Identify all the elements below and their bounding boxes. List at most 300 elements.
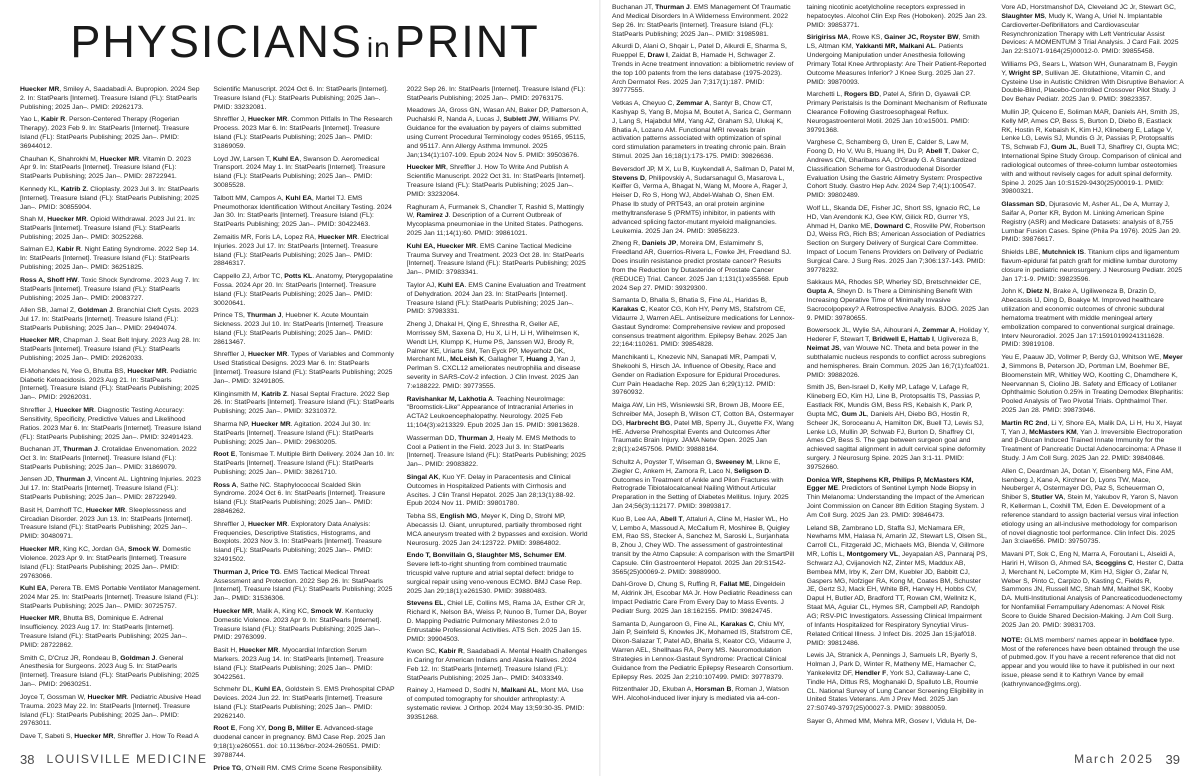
citation [407,204,588,239]
citation-text: , Djurasovic M, Asher AL, De A, Murray J, Saifar A, Porter KR, Bydon M. Linking American Spine Registry (ASR) and Medicare Datasets: analysis of 8,755 Lumbar Fusion Cases. Spine (Phila Pa 1976). 2025 Jan 29. PMID: 39876617. [1001,201,1181,244]
citation [20,507,201,542]
member-name: Huang J [526,356,554,364]
citation-text: . Vitamin D. 2023 Apr 9. In: StatPearls [Internet]. Treasure Island (FL): StatPearls Publishing; 2025 Jan–. PMID: 28722941. [20,155,192,181]
citation-text: , Patel MB, Sperry JL, Guyette FX, Wang HE. Adverse Prehospital Events and Outcomes After Traumatic Brain Injury. JAMA Netw Open. 2025 Jan 2;8(1):e2457506. PMID: 39888164. [612,419,794,454]
citation-text: Mavani PT, Sok C, Eng N, Marra A, Foroutani L, Alseidi A, Hariri H, Wilson G, Ahmed SA, [1001,551,1176,567]
member-name: Karakas C [720,620,754,628]
citation-text: , Fong XY, [235,725,269,733]
citation [612,516,795,578]
citation-text: Klinginsmith M, [213,390,262,398]
member-name: Thurman J, Price TG [213,568,280,576]
member-name: Malkani AL [501,687,537,695]
citation-text: Sakkaus MA, Rhodes SP, Wherley SD, Bretschneider CE, [806,279,982,287]
citation-text: , Patel A, Sfirin D, Gyawali CP. Primary Peristalsis Is the Dominant Mechanism of Refluxate Clearance Following Gastroesophageal Reflux. Neurogastroenterol Motil. 2025 Jan 10:e15001. PMID: 39791368. [806,91,988,134]
citation [407,396,588,431]
citation-text: Scientific Manuscript. 2024 Oct 6. In: StatPearls [Internet]. Treasure Island (FL): StatPearls Publishing; 2025 Jan–. PMID: 33232081. [213,86,388,111]
citation-text: Tebha SS, [406,513,440,521]
citation-text: . Crotalidae Envenomation. 2022 Oct 3. In: StatPearls [Internet]. Treasure Island (FL): StatPearls Publishing; 2025 Jan–. PMID: 31869079. [20,446,197,471]
citation-text: , Meyer K, Ding D, Strohl MP, Abecassis IJ. Giant, unruptured, partially thrombosed right MCA aneurysm treated with 2 bypasses and excision. World Neurosurg. 2025 Jan 24:123722. PMID: 39864802. [406,513,588,547]
member-name: Kuhl EA [285,194,312,202]
citation-text: , Chiu MY, Jain P, Seinfeld S, Knowles JK, Mohamed IS, Stafstrom CE, Dixon-Salazar T, Patel AD, Bhalla S, Keator CG, Vidaurre J, Warren AEL, Shellhaas RA, Perry MS. Neuromodulation Strategies in Lennox-Gastaut Syndrome: Practical Clinical Guidance from the Pediatric Epilepsy Research Consortium. Epilepsy Res. 2025 Jan 2;210:107499. PMID: 39778379. [612,620,794,681]
citation-text: , Roman J, Watson WH. Alcohol-induced liver injury is mediated via a4-con- [612,686,789,703]
citation-text: Kuo B, Lee AA, [612,515,660,523]
member-name: Huecker MR [74,732,114,740]
citation-text: . Common Pitfalls In The Research Process. 2023 Mar 6. In: StatPearls [Internet]. Treasure Island (FL): StatPearls Publishing; 2025 Jan–. PMID: 31869059. [213,116,393,150]
member-name: Goldman J [120,654,156,662]
member-name: Thurman J [63,446,98,454]
citation [213,725,394,760]
member-name: Montgomery VL [846,551,899,559]
citation [213,765,394,774]
member-name: Scoggins C [1095,559,1133,567]
citation-text: , Rowe KS, [848,34,885,42]
citation-text: , Kuo YF. Delay in Paracentesis and Clinical Outcomes in Hospitalized Patients with Cirrhosis and Ascites. J Clin Transl Hepatol. 2025 Jan 28;13(1):88-92. Epub 2024 Nov 11. PMID: 39801780. [406,473,576,508]
member-name: Zemmar A [676,100,710,108]
member-name: Kuhl EA, Huecker MR [406,242,477,250]
citation-text: . Exploratory Data Analysis: Frequencies, Descriptive Statistics, Histograms, and Boxplots. 2023 Nov 3. In: StatPearls [Internet]. Treasure Island (FL): StatPearls Publishing; 2025 Jan–. PMID: 32491502. [213,520,382,564]
member-name: Huecker MR [127,367,167,375]
citation [1001,468,1184,548]
title-main: PHYSICIANS [70,16,363,67]
citation-text: . Clioplasty. 2023 Jul 3. In: StatPearls [Internet]. Treasure Island (FL): StatPearls Publishing; 2025 Jan–. PMID: 30855904. [20,185,200,211]
citation [20,476,201,503]
member-name: Harbrecht BG [625,419,671,427]
citation-text: . General Anesthesia for Surgeons. 2023 Aug 5. In: StatPearls [Internet]. Treasure Island (FL): StatPearls Publishing; 2025 Jan–. PMID: 29630251. [20,654,200,689]
member-name: Stevens D [612,174,645,182]
citation [1001,4,1184,57]
citation-text: Chauhan K, Shahrokhi M, [20,155,100,163]
citation [20,546,201,581]
citation-text: . Teaching NeuroImage: "Broomstick-Like" Appearance of Intracranial Arteries in ACTA2 Leukoencephalopathy. Neurology. 2025 Feb 11;104(3):e213329. Epub 2025 Jan 15. PMID: 39813628. [406,395,580,430]
citation [807,477,990,521]
citation [20,186,201,213]
citation [807,91,990,135]
member-name: Huecker MR [99,155,140,163]
citation-text: . Domestic Violence. 2023 Apr 9. In: StatPearls [Internet]. Treasure Island (FL): StatPearls Publishing; 2025 Jan–. PMID: 29763066. [20,545,191,580]
citation [1001,288,1184,350]
citation-text: , Chapman J. Seat Belt Injury. 2023 Aug 28. In: StatPearls [Internet]. Treasure Island (FL): StatPearls Publishing; 2025 Jan–. PMID: 29262033. [20,337,201,363]
citation-text: . Electrical Injuries. 2023 Jul 17. In: StatPearls [Internet]. Treasure Island (FL): StatPearls Publishing; 2025 Jan–. PMID: 28846317. [213,233,389,268]
citation [407,474,588,509]
member-name: Dietz N [1026,288,1050,296]
member-name: Thurman J [458,434,493,442]
citation-text: , Healy M. EMS Methods to Cool a Patient in the Field. 2023 Jul 3. In: StatPearls [Internet]. Treasure Island (FL): StatPearls Publishing; 2025 Jan–. PMID: 29083822. [406,434,586,469]
citation [20,694,201,729]
citation [213,482,394,517]
member-name: Katrib Z [261,390,287,398]
citation-text: . Myocardial Infarction Serum Markers. 2023 Aug 14. In: StatPearls [Internet]. Treasure Island (FL): StatPearls Publishing; 2025 Jan–. PMID: 30422561. [213,647,384,681]
citation [213,421,394,448]
member-name: Gum JL [841,410,867,418]
citation-text: . Predictors of Sentinel Lymph Node Biopsy in Thin Melanoma: Understanding the Impact of the American Joint Commission on Cancer 8th Edition Staging System. J Am Coll Surg. 2025 Jan 23. PMID: 39846473. [806,485,985,519]
citation [612,297,795,350]
member-name: Kuhl EA [272,155,300,163]
citation-text: Allen C, Deardman JA, Dotan Y, Eisenberg MA, Fine AM, Isenberg J, Kane A, Kirchner D, Lyons TW, Mace, Neuberger A, Ostermayer DG, Paz S, Scheuerman O, Shiber S, [1001,467,1173,502]
citation-text: Lewis JA, Stranick A, Pennings J, Samuels LR, Byerly S, Holman J, Park D, Winter R, Matheny ME, Hamacher C, Yankelevitz DF, [806,652,978,677]
member-name: Stutler VA [1031,494,1064,502]
citation-text: Meadows JA, Gross GN, Wasan AN, Baker DP, Patterson A, Puchalski R, Nanda A, Lucas J, [406,107,588,124]
citation-text: John K, [1001,288,1027,296]
citation-text: Shah M, [20,216,48,224]
citation [407,243,588,278]
citation-text: , Daniels AH, Diebo BG, Hostin R, Scheer JK, Soroceanu A, Hamilton DK, Buell TJ, Lewis SJ, Lenke LG, Mullin JP, Schwab FJ, Burton D, Shaffrey CI, Ames CP, Bess S. The gap between surgeon goal and achieved sagittal alignment in adult cervical spine deformity surgery. J Neurosurg Spine. 2025 Jan 3:1-11. PMID: 39752660. [806,410,986,471]
article-column [807,4,990,746]
citation-text: Sharma NP, [213,420,252,428]
citation-text: , Keator CG, Koh HY, Perry MS, Stafstrom CE, Vidaurre J, Warren AEL. Antiseizure medications for Lennox-Gastaut Syndrome: Comprehensive review and proposed consensus treatment algorithm. Epilepsy Behav. 2025 Jan 22;164:110261. PMID: 39854828. [612,305,795,349]
member-name: Huecker MR [47,216,87,224]
citation [612,686,795,704]
citation-text: , O'Neill RM. CMS Crime Scene Responsibility. [241,764,383,772]
member-name: Kabir R [41,116,66,124]
citation-text: Jensen JD, [20,476,56,484]
citation-text: Shreffler J, [213,520,248,528]
citation-text: Marchetti L, [806,91,845,99]
citation-text: , Swanson D. Aeromedical Transport. 2024 May 1. In: StatPearls [Internet]. Treasure Island (FL): StatPearls Publishing; 2025 Jan–. PMID: 30085528. [213,155,386,190]
citation [612,621,795,683]
citation [20,86,201,113]
citation-text: Shreffler J, [213,351,248,359]
citation [807,384,990,472]
citation-text: Taylor AJ, [406,281,439,289]
citation-text: , Shreffler J. How To Write And Publish A Scientific Manuscript. 2022 Oct 31. In: StatPearls [Internet]. Treasure Island (FL): StatPearls Publishing; 2025 Jan–. PMID: 33232064. [406,164,585,198]
citation-text: . EMS Canine Evaluation and Treatment of Dehydration. 2024 Jan 23. In: StatPearls [Internet]. Treasure Island (FL): StatPearls Publishing; 2025 Jan–. PMID: 37983331. [406,281,586,316]
citation [407,435,588,470]
member-name: Yakkanti MR, Malkani AL [855,43,935,51]
citation [612,402,795,455]
citation [20,156,201,183]
members-note [1001,637,1184,690]
citation-text: . Pediatric Abusive Head Trauma. 2023 May 22. In: StatPearls [Internet]. Treasure Island (FL): StatPearls Publishing; 2025 Jan–. PMID: 29763011. [20,693,201,728]
citation-text: Zemaitis MR, Foris LA, Lopez RA, [213,233,318,241]
citation-text: . Opioid Withdrawal. 2023 Jul 21. In: StatPearls [Internet]. Treasure Island (FL): StatPearls Publishing; 2025 Jan–. PMID: 30252268. [20,216,196,241]
citation-text: Alkurdi D, Alani O, Shqair L, Patel D, Alkurdi E, Sharma S, Rueppel E, [612,43,787,60]
citation-text: . EMS Canine Tactical Medicine Trauma Survey and Treatment. 2023 Oct 28. In: StatPearls [Internet]. Treasure Island (FL): StatPearls Publishing; 2025 Jan–. PMID: 37983341. [406,242,586,277]
citation [20,655,201,690]
member-name: Potts KL [284,273,313,281]
citation [807,34,990,87]
member-name: Mutchnick IS [1042,249,1085,257]
citation-text: , Mont MA. Use of computed tomography for shoulder arthroplasty: A systematic review. J Orthop. 2024 May 13;59:30-35. PMID: 39351268. [406,687,585,721]
citation [612,354,795,398]
citation [807,652,990,714]
citation-text: Samanta D, Bhalla S, Bhatia S, Fine AL, Haridas B, [612,297,767,305]
member-name: Meyer J [1001,354,1183,370]
citation-text: , Malik A, King KC, [252,607,311,615]
citation-text: , Goldstein S. EMS Prehospital CPAP Devices. 2024 Jun 22. In: StatPearls [Internet]. Treasure Island (FL): StatPearls Publishing; 2025 Jan–. PMID: 29262140. [213,686,395,720]
citation-text: , Buell TJ, Shaffrey CI, Gupta MC; International Spine Study Group. Comparison of clinical and radiological outcomes of three-column lumbar osteotomies with and without revisely cages for adult spinal deformity. Spine J. 2025 Jan 10:S1529-9430(25)00019-1. PMID: 39800321. [1001,144,1182,196]
article-column [407,86,588,742]
member-name: Gainer JC, Royster BW [884,34,959,42]
citation-text: Buchanan JT, [612,4,656,11]
member-name: Huecker MR [239,647,279,655]
member-name: NOTE: [1001,636,1023,644]
citation-text: , Daker C, Andrews CN, Gharibans AA, O'Grady G. A Standardized Classification Scheme for Gastroduodenal Disorder Evaluation Using the Gastric Alimetry System: Prospective Cohort Study. Gastro Hep Adv. 2024 Sep 7;4(1):100547. PMID: 39802489. [806,148,983,200]
citation-text: , Gallagher T, [484,356,527,364]
citation-text: . Sleeplessness and Circadian Disorder. 2023 Jun 13. In: StatPearls [Internet]. Treasure Island (FL): StatPearls Publishing; 2025 Jan–. PMID: 30480971. [20,506,193,541]
citation [20,277,201,304]
citation-text: Loyd JW, Larsen T, [213,155,273,163]
citation-text: . Night Eating Syndrome. 2022 Sep 14. In: StatPearls [Internet]. Treasure Island (FL): StatPearls Publishing; 2025 Jan–. PMID: 36251825. [20,246,199,272]
member-name: Gum JL [1051,144,1077,152]
citation-text: . Diagnostic Testing Accuracy: Sensitivity, Specificity, Predictive Values and Likelihood Ratios. 2023 Mar 6. In: StatPearls [Internet]. Treasure Island (FL): StatPearls Publishing; 2025 Jan–. PMID: 32491423. [20,406,202,441]
citation [213,312,394,347]
member-name: Huecker MR [251,420,291,428]
citation-text: Varghese C, Schamberg G, Uren E, Calder S, Law M, Foong D, Ho V, Wu B, Huang IH, Du P, [806,139,969,156]
citation-text: Schultz A, Poyster T, Wiseman G, [612,458,716,466]
citation [1001,551,1184,631]
citation-text: El-Mohandes N, Yee G, Bhutta BS, [20,367,128,375]
member-name: Root E [213,451,236,459]
article-column [1001,4,1184,746]
citation-text: , Mudy K, Wang A, Uriel N. Implantable Cardioverter-Defibrillators and Cardiovascular Resynchronization Therapy with Left Ventricular Assist Devices: A MOMENTUM 3 Trial Analysis. J Card Fail. 2025 Jan 22:S1071-9164(25)00012-0. PMID: 39855458. [1001,12,1179,56]
citation-text: Zheng J, Dhakal H, Qing E, Shrestha R, Geller AE, Morrissey SM, Saxena D, Hu X, Li H, Li H, Wilhelmsen K, Wendt LH, Klumpp K, Hume PS, Janssen WJ, Brody R, Palmer KE, Uriarte SM, Ten Eyck PP, Meyerholz DK, Merchant ML, [406,321,580,364]
citation-text: , Likne E, Ziegler C, Ankem H, Zamora R, Laco N, [612,458,781,475]
citation [20,337,201,364]
citation [407,282,588,317]
member-name: Kuhl EA [20,585,47,593]
citation-text: Yao L, [20,116,42,124]
member-name: English MG [439,513,478,521]
member-name: Huecker MR [20,615,60,623]
citation-text: , King KC, Jordan GA, [59,545,129,553]
member-name: Ravishankar M, Lakhotia A [406,395,493,403]
member-name: Dong B, Miller E [268,725,321,733]
citation-text: Vetkas A, Cheyuo C, [612,100,677,108]
member-name: Neimat JS [806,345,840,353]
citation [612,4,795,39]
citation-text: . Person-Centered Therapy (Rogerian Therapy). 2023 Feb 9. In: StatPearls [Internet]. Treasure Island (FL): StatPearls Publishing; 2025 Jan–. PMID: 36944012. [20,116,190,150]
citation-text: , Brake A, Ugiliweneza B, Drazin D, Abecassis IJ, Ding D, Boakye M. Improved healthcare utilization and economic outcomes of chronic subdural hematoma treatment with middle meningeal artery embolization compared to conventional surgical drainage. Interv Neuroradiol. 2025 Jan 17:15910199241311628. PMID: 39819108. [1001,288,1175,349]
member-name: Ramirez J [416,212,449,220]
citation-text: . EMS Management Of Traumatic And Medical Disorders In A Wilderness Environment. 2022 Sep 26. In: StatPearls [Internet]. Treasure Island (FL): StatPearls Publishing; 2025 Jan–. PMID: 31985981. [612,4,791,38]
member-name: Draw I [647,52,668,60]
member-name: Huecker MR [213,607,253,615]
member-name: Huecker MR [247,351,288,359]
citation-text: Dahl-Grove D, Chung S, Ruffing R, [612,581,720,589]
member-name: Sirigiriss MA [806,34,849,42]
citation-text: , Sheyn D. Is There a Diminishing Benefit With Increasing Operative Time of Minimally Invasive Sacrocolpopexy? A Retrospective Analysis. BJOG. 2025 Jan 9. PMID: 39780655. [806,288,989,322]
citation-text: . Types of Variables and Commonly Used Statistical Designs. 2023 Mar 6. In: StatPearls [Internet]. Treasure Island (FL): StatPearls Publishing; 2025 Jan–. PMID: 32491805. [213,351,394,385]
member-name: Slaughter MS [1001,12,1045,20]
member-name: Huecker MR [247,520,288,528]
citation-text: Maiga AW, Lin HS, Wisniewski SR, Brown JB, Moore EE, Schreiber MA, Joseph B, Wilson CT, Cotton BA, Ostermayer DG, [612,402,794,427]
member-name: Root E [213,725,236,733]
member-name: Kabir R [56,246,81,254]
member-name: Goldman J [77,307,113,315]
citation-text: Kwon SC, [406,648,439,656]
citation [612,43,795,96]
citation-text: , Bhutta BS, Dominique E. Adrenal Insufficiency. 2023 Aug 17. In: StatPearls [Internet]. Treasure Island (FL): StatPearls Publishing; 2025 Jan–. PMID: 28722862. [20,615,188,649]
citation-text: . Agitation. 2024 Jul 30. In: StatPearls [Internet]. Treasure Island (FL): StatPearls Publishing; 2025 Jan–. PMID: 29630205. [213,420,374,446]
citation [213,686,394,721]
citation [213,116,394,151]
member-name: Huecker MR [406,164,446,172]
citation-columns-right [612,4,1184,746]
citation [20,307,201,334]
citation-text: , Philipovskiy A, Sudarsanagul G, Masarova L, Keiffer G, Verma A, Bhagat N, Wang M, Moore A, Rager J, Heiser D, Ro S, Hong WJ, Abdel-Wahab O, Shen EM. Phase Ib study of PRT543, an oral protein arginine methyltransferase 5 (PRMT5) inhibitor, in patients with advanced splicing factor-mutant myeloid malignancies. Leukemia. 2025 Jan 24. PMID: 39856223. [612,174,788,235]
citation-text: Joyce T, Gossman W, [20,693,88,701]
citation-text: Raghuram A, Furmanek S, Chandler T, Rashid S, Mattingly W, [406,203,585,220]
citation-text: . Toxic Shock Syndrome. 2023 Aug 7. In: StatPearls [Internet]. Treasure Island (FL): StatPearls Publishing; 2025 Jan–. PMID: 29083727. [20,276,200,302]
article-column [612,4,795,746]
member-name: Ross A [213,481,237,489]
citation-text: Leland SB, Zambrano LD, Staffa SJ, McNamara ER, Newhams MM, Halasa N, Amarin JZ, Stewart LS, Olsen SL, Carroll CL, Fitzgerald JC, Michaels MG, Blenda V, Gillmore MR, Loftis L, [806,524,987,559]
member-name: Bridwell E, Hattab I [872,336,934,344]
citation [407,600,588,644]
citation-text: . Branchial Cleft Cysts. 2023 Jul 17. In: StatPearls [Internet]. Treasure Island (FL): StatPearls Publishing; 2025 Jan–. PMID: 29494074. [20,307,199,332]
member-name: boldface [1129,636,1158,644]
citation-text: Yeu E, Paauw JD, Vollmer P, Berdy GJ, Whitson WE, [1001,354,1164,361]
citation-text: 2022 Sep 26. In: StatPearls [Internet]. Treasure Island (FL): StatPearls Publishing; 2025 Jan–. PMID: 29763175. [406,86,586,102]
citation [20,733,201,742]
citation-text: Manchikanti L, Knezevic NN, Sanapati MR, Pampati V, Shekoohi S, Hirsch JA. Influence of Obesity, Race and Gender on Radiation Exposure for Epidural Procedures. Curr Pain Headache Rep. 2025 Jan 6;29(1):12. PMID: 39760932. [612,354,781,397]
page-title [20,12,590,78]
citation [612,240,795,293]
member-name: Wright SP [1008,69,1042,77]
citation [407,648,588,683]
citation-text: Kennedy KL, [20,185,61,193]
citation-text: type. Most of the references have been obtained through the use of pubmed.gov. If you have a recent reference that did not appear and you would like to have it published in our next issue, please send it to Kathryn Vance by email (kathrynvance@glms.org). [1001,636,1180,688]
citation-text: , Sullivan JE. Glutathione, Vitamin C, and Cysteine Use in Autistic Children With Disruptive Behavior: A Double-Blind, Placebo-Controlled Crossover Pilot Study. J Dev Behav Pediatr. 2025 Jan 9. PMID: 39823357. [1001,69,1184,104]
citation-text: Beversdorf JP, M X, Lu B, Kuykendall A, Sallman D, Patel M, [612,165,795,173]
member-name: Ross A, Shoff HW [20,276,78,284]
citation [407,321,588,392]
citation [20,585,201,612]
member-name: Glassman SD [1001,201,1046,209]
citation [20,246,201,273]
member-name: Fallat ME [719,581,750,589]
citation-text: , York SJ, Callaway-Lane C, Tindle HA, Dittus RS, Moghanaki D, Spalluto LB, Roumie CL. National Survey of Lung Cancer Screening Eligibility in United States Veterans. Am J Prev Med. 2025 Jan 27:S0749-3797(25)00027-3. PMID: 39880059. [806,669,984,713]
citation-text: . Anatomy, Pterygopalatine Fossa. 2024 Apr 20. In: StatPearls [Internet]. Treasure Island (FL): StatPearls Publishing; 2025 Jan–. PMID: 30020641. [213,273,393,307]
member-name: Endo T, Bonvillain G, Slaughter MS, Schumer EM [406,552,565,560]
citation-text: Bowersock JL, Wylie SA, Aihourani A, [806,327,923,335]
member-name: Abell T [925,148,949,156]
member-name: Gupta A [806,288,833,296]
citation [612,459,795,512]
citation-text: , Moreira DM, Eslamimehr S, Freedland AR, Guerrios-Rivera L, Fowke JH, Freedland SJ. Does insulin resistance predict prostate cancer? Results from the Reduction by Dutasteride of Prostate Cancer (REDUCE) Trial. Cancer. 2025 Jan 1;131(1):e35568. Epub 2024 Sep 27. PMID: 39329300. [612,240,792,292]
member-name: Huecker MR [247,116,288,124]
citation-text: , Tonismae T. Multiple Birth Delivery. 2024 Jan 10. In: StatPearls [Internet]. Treasure Island (FL): StatPearls Publishing; 2025 Jan–. PMID: 38261710. [213,451,395,476]
member-name: Huecker MR [20,545,60,553]
citation [213,647,394,682]
citation-text: Talbott MM, Campos A, [213,194,286,202]
citation [407,107,588,160]
citation [407,687,588,722]
citation [213,569,394,604]
citation [1001,354,1184,416]
citation [213,451,394,478]
citation-text: . Kentucky Domestic Violence. 2023 Apr 9. In: StatPearls [Internet]. Treasure Island (FL): StatPearls Publishing; 2025 Jan–. PMID: 29763099. [213,607,382,642]
citation [407,164,588,199]
citation [807,139,990,201]
citation [1001,109,1184,197]
citation [213,351,394,386]
citation [20,407,201,442]
citation-text: Zheng R, [612,240,642,248]
citation [407,513,588,548]
citation-text: , Zaidat B, Hamade H, Schwager Z. Trends in Acne treatment innovation: a bibliometric review of the top 100 patents from the lens database (1975-2023). Arch Dermatol Res. 2025 Jan 7;317(1):187. PMID: 39777555. [612,52,794,95]
citation [807,718,990,727]
citation [612,166,795,237]
page-footer-left [20,750,208,768]
citation-text: Salman EJ, [20,246,57,254]
citation-text: , Simmons B, Peterson JD, Portman LM, Boehmer BE, Bloomenstein MR, Whitley WO, Kootting C, Dhamdhere K, Neervannan S, Ciolino JB. Safety and Efficacy of Lotilaner Ophthalmic Solution 0.25% in Treating Demodex Blepharitis: Pooled Analysis of Two Pivotal Trials. Ophthalmol Ther. 2025 Jan 28. PMID: 39873946. [1001,362,1184,415]
member-name: Price TG [213,764,242,772]
right-page [600,0,1200,776]
member-name: Thurman J [655,4,690,11]
citation-text: . Titanium clips and ligamentum flavum-epidural fat patch graft for midline lumbar durotomy closure in pediatric neurosurgery. J Neurosurg Pediatr. 2025 Jan 17:1-9. PMID: 39823596. [1001,249,1183,283]
member-name: Stevens EL [406,600,444,608]
citation [20,368,201,403]
citation [20,216,201,243]
citation-text: , Martel TJ. EMS Pneumothorax Identification Without Ancillary Testing. 2024 Jan 30. In: StatPearls [Internet]. Treasure Island (FL): StatPearls Publishing; 2025 Jan–. PMID: 30422463. [213,194,392,229]
citation-text: Vore AD, Horstmanshof DA, Cleveland JC Jr, Stewart GC, [1001,4,1176,11]
member-name: Martin RC 2nd [1001,419,1048,427]
citation [213,234,394,269]
citation [213,391,394,418]
member-name: Huecker MR [317,233,358,241]
member-name: Huecker MR [20,86,60,93]
member-name: Huecker MR [85,506,126,514]
citation-text: Basit H, Damhoff TC, [20,506,86,514]
citation-text: Ritzenthaler JD, Ekuban A, [612,686,696,694]
citation-text: Williams PG, Sears L, Watson WH, Gunaratnam B, Feygin Y, [1001,60,1178,77]
member-name: Sublett JW [503,116,539,124]
citation [213,521,394,565]
article-column [20,86,201,742]
citation [213,273,394,308]
member-name: Thurman J [246,312,282,320]
citation [213,156,394,191]
citation [807,525,990,649]
citation-text: , Shreffler J. How To Read A [113,732,199,740]
citation-text: , Sathe NC. Staphylococcal Scalded Skin Syndrome. 2024 Oct 6. In: StatPearls [Internet]. Treasure Island (FL): StatPearls Publishing; 2025 Jan–. PMID: 28846262. [213,481,386,516]
issue-date: March 2025 [1074,752,1154,766]
citation-text: . EMS Tactical Medical Threat Assessment and Protection. 2022 Sep 26. In: StatPearls [Internet]. Treasure Island (FL): StatPearls Publishing; 2025 Jan–. PMID: 31536306. [213,568,393,603]
citation [1001,420,1184,464]
citation-text: Shields LBE, [1001,249,1043,257]
member-name: Kuhl EA [438,281,465,289]
citation-text: . Severe left-to-right shunting from combined traumatic tricuspid valve rupture and atrial septal defect: bridge to surgical repair using veno-venous ECMO. BMJ Case Rep. 2025 Jan 29;18(1):e261530. PMID: 39880483. [406,552,582,595]
member-name: Smock W [310,607,342,615]
citation-text: Mullin JP, Quiceno E, Soliman MAR, Daniels AH, Smith JS, Kelly MP, Ames CP, Bess S, Burton D, Diebo B, Eastlack RK, Hostin R, Kebaish K, Kim HJ, Klineberg E, Lafage V, Lenke LG, Lewis SJ, Mundis G Jr, Passias P, Protopsaltis TS, Schwab FJ, [1001,108,1180,152]
member-name: Katrib Z [60,185,87,193]
citation [20,446,201,473]
citation-text: , Perera TB. EMS Portable Ventilator Management. 2024 Mar 25. In: StatPearls [Internet]. Treasure Island (FL): StatPearls Publishing; 2025 Jan–. PMID: 30725757. [20,585,201,610]
citation-text: . Description of a Current Outbreak of Mycoplasma pneumoniae in the United States. Pathogens. 2025 Jan 11;14(1):60. PMID: 39861021. [406,212,584,238]
citation-text: Shreffler J, [213,116,248,124]
page-footer-right [1074,750,1180,768]
citation-text: , Uglivereza B, [933,336,979,344]
citation-text: Cappello ZJ, Arbor TC, [213,273,285,281]
citation-text: , van Wouwe NC. Theta and beta power in the subthalamic nucleus responds to conflict across subregions and hemispheres. Brain Commun. 2025 Jan 16;7(1):fcaf021. PMID: 39882026. [806,345,990,379]
citation-text: , Smiley A, Saadabadi A. Bupropion. 2024 Sep 2. In: StatPearls [Internet]. Treasure Island (FL): StatPearls Publishing; 2025 Jan–. PMID: 29262173. [20,86,200,111]
citation-text: Basit H, [213,647,240,655]
citation-text: . Patients Undergoing Manipulation under Anesthesia following Primary Total Knee Arthroplasty: Are Their Patient-Reported Outcome Measures Inferior? J Knee Surg. 2025 Jan 27. PMID: 39870093. [806,43,987,86]
member-name: Karakas C [612,305,646,313]
member-name: Horsman B [695,686,732,694]
citation-text: , Williams PV. Guidance for the evaluation by payers of claims submitted using Current Procedural Terminology codes 95165, 95115, and 95117. Ann Allergy Asthma Immunol. 2025 Jan;134(1):107-109. Epub 2024 Nov 5. PMID: 39503676. [406,116,586,159]
member-name: Zemmar A [922,327,956,335]
citation-text: Sayer G, Ahmed MM, Mehra MR, Gosev I, Vidula H, De- [806,717,977,725]
citation-text: taining nicotinic acetylcholine receptors expressed in hepatocytes. Alcohol Clin Exp Res (Hoboken). 2025 Jan 23. PMID: 39853771. [806,4,987,29]
citation-text: . Advanced-stage duodenal cancer in pregnancy. BMJ Case Rep. 2025 Jan 9;18(1):e260551. doi: 10.1136/bcr-2024-260551. PMID: 39788744. [213,725,386,759]
member-name: Kuhl EA [254,686,282,694]
citation-text: , Attaluri A, Cline M, Hasler WL, Ho V, Lembo A, Massoud A, McCallum R, Moshiree B, Quigley EM, Rao SS, Stecker A, Sanchez M, Saroski L, Surjanhata B, Zhou J, Chey WD. The assessment of gastrointestinal transit by the Atmo Capsule: A comparison with the SmartPill Capsule. Clin Gastroenterol Hepatol. 2025 Jan 29:S1542-3565(25)00069-2. PMID: 39889900. [612,515,795,576]
page-number: 39 [1165,751,1180,767]
member-name: Kabir R [438,648,463,656]
citation-text: Schmehr DL, [213,686,255,694]
